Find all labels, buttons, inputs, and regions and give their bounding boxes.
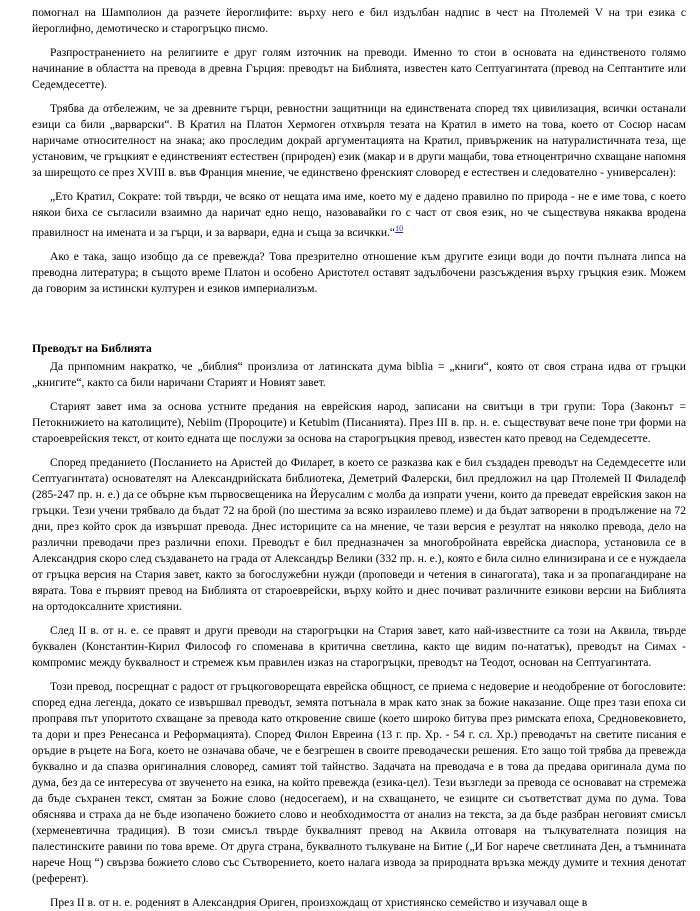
paragraph-bible-etymology: Да припомним накратко, че „библия“ произлиза от латинската дума biblia = „книги“, която от своя страна идва от гръцки „книгите“, както са били наричани Старият и Новият завет. <box>32 359 686 389</box>
paragraph-greeks: Трябва да отбележим, че за древните гърци, ревностни защитници на единствената според тях цивилизация, всички останали езици са били „варварски“. В Кратил на Платон Хермоген отхвърля тезата на Кратил в името на това, което от Сосюр насам наричаме относителност на знака; ако проследим докрай аргументацията на Кратил, привърженик на натуралистичната теза, ще установим, че гръцкият е единственият естествен (природен) език (макар и в други мащаби, това етноцентрично схващане напомня за ширещото се през XVIII в. във Франция мнение, че единствено френският словоред е естествен и следователно - универсален): <box>32 102 686 179</box>
paragraph-origen: През II в. от н. е. роденият в Александрия Ориген, произхождащ от християнско семейство и изучавал още в <box>50 895 588 909</box>
quote-text: „Ето Кратил, Сократе: той твърди, че всяко от нещата има име, което му е дадено правилно по природа - не е име това, с което някои биха се съгласили взаимно да наричат едно нещо, назовавайки го с част от своя език, но че съществува някаква вродена правилност на имената и за гърци, и за варвари, една и съща за всичкки.“ <box>32 190 686 239</box>
paragraph-cratylus-quote <box>32 189 686 241</box>
paragraph-imperialism: Ако е така, защо изобщо да се превежда? Това презрително отношение към другите езици води до почти пълната липса на преводна литература; в същото време Платон и особено Аристотел оставят задълбочени разсъждения върху гръцкия език. Можем да говорим за истински културен и езиков империализъм. <box>32 249 686 295</box>
paragraph-reception: Този превод, посрещнат с радост от гръцкоговорещата еврейска общност, се приема с недоверие и неодобрение от богословите: според една легенда, докато се извършвал преводът, земята потънала в мрак като знак за божие наказание. Още през тази епоха си проправя път упоритото схващане за превода като откровение свише (което широко битува през римската епоха, Средновековието, та дори и през Ренесанса и Реформацията). Според Филон Евреина (13 г. пр. Хр. - 54 г. сл. Хр.) преводачът на светите писания е оръдие в ръцете на Бога, което не означава обаче, че е безгрешен в своите преводачески решения. Ето защо той трябва да превежда буквално и да спазва оригиналния словоред, самият той тайнство. Задачата на преводача е в това да предава оригинала дума по дума, без да се интересува от звученето на езика, на който превежда (езика-цел). Тези възгледи за превода се основават на стремежа да бъде съхранен текст, смятан за Божие слово (недосегаем), и на схващането, че езиците си съответстват дума по дума. Това обяснява и страха да не бъде изопачено божието слово и необходимостта от анализ на текста, за да бъде разбран неговият смисъл (херменевтична традиция). В този смисъл твърде буквалният превод на Аквила отговаря на тълкувателната позиция на палестинските равини по това време. От друга страна, буквалното тълкуване на Битие („И Бог нарече светлината Ден, а тъмнината нарече Нощ “) свързва божието слово със Сътворението, което налага извода за природната връзка между думите и техния денотат (референт). <box>32 679 686 885</box>
paragraph-rosetta: помогнал на Шамполион да разчете йероглифите: върху него е бил издълбан надпис в чест на Птолемей V на три езика с йероглифно, демотическо и старогръцко писмо. <box>32 6 686 35</box>
footnote-link[interactable]: 10 <box>395 224 404 233</box>
paragraph-religions: Разпространението на религиите е друг голям източник на преводи. Именно то стои в основата на единственото голямо начинание в областта на превода в древна Гърция: преводът на Библията, известен като Септуагинтата (превод на Септантите или Седемдесетте). <box>32 46 686 91</box>
paragraph-tradition: Според преданието (Посланието на Аристей до Филарет, в което се разказва как е бил създаден преводът на Седемдесетте или Септуагинтата) основателят на Александрийската библиотека, Деметрий Фалерски, бил предложил на цар Птолемей II Филаделф (285-247 пр. н. е.) да се обърне към първосвещеника на Йерусалим с молба да изпрати учени, които да преведат еврейския закон на гръцки. Тези учени трябвало да бъдат 72 на брой (по шестима за всяко израилево племе) и да бъдат затворени в продължение на 72 дни, през който срок да извършат превода. Днес историците са на мнение, че тази версия е резултат на няколко превода, дело на различни преводачи през различни епохи. Преводът е бил предназначен за многобройната еврейска диаспора, установила се в Александрия скоро след създаването на града от Александър Велики (332 пр. н. е.), която е била силно елинизирана и се е нуждаела от гръцка версия на Стария завет, както за богослужебни нужди (проповеди и четения в синагогата), така и за пропагандиране на вярата. Това е първият превод на Библията от староеврейски, върху който и днес почиват различните езикови версии на Библията на ортодоксалните християни. <box>32 455 686 613</box>
paragraph-old-testament: Старият завет има за основа устните предания на еврейския народ, записани на свитъци в три групи: Тора (Законът = Петокнижието на католиците), Nebiim (Пророците) и Ketubim (Писанията). През III в. пр. н. е. съществуват вече поне три форми на староеврейския текст, от които едната ще послужи за основа на старогръцкия превод, известен като превод на Седемдесетте. <box>32 399 686 445</box>
section-heading: Преводът на Библията <box>32 341 152 355</box>
paragraph-later-translations: След II в. от н. е. се правят и други преводи на старогръцки на Стария завет, като най-известните са този на Аквила, твърде буквален (Константин-Кирил Философ го споменава в критична светлина, както ще видим по-нататък), преводът на Симах - компромис между буквалност и стремеж към правилен изказ на старогръцки, преводът на Теодот, основан на Септуагинтата. <box>32 623 686 669</box>
